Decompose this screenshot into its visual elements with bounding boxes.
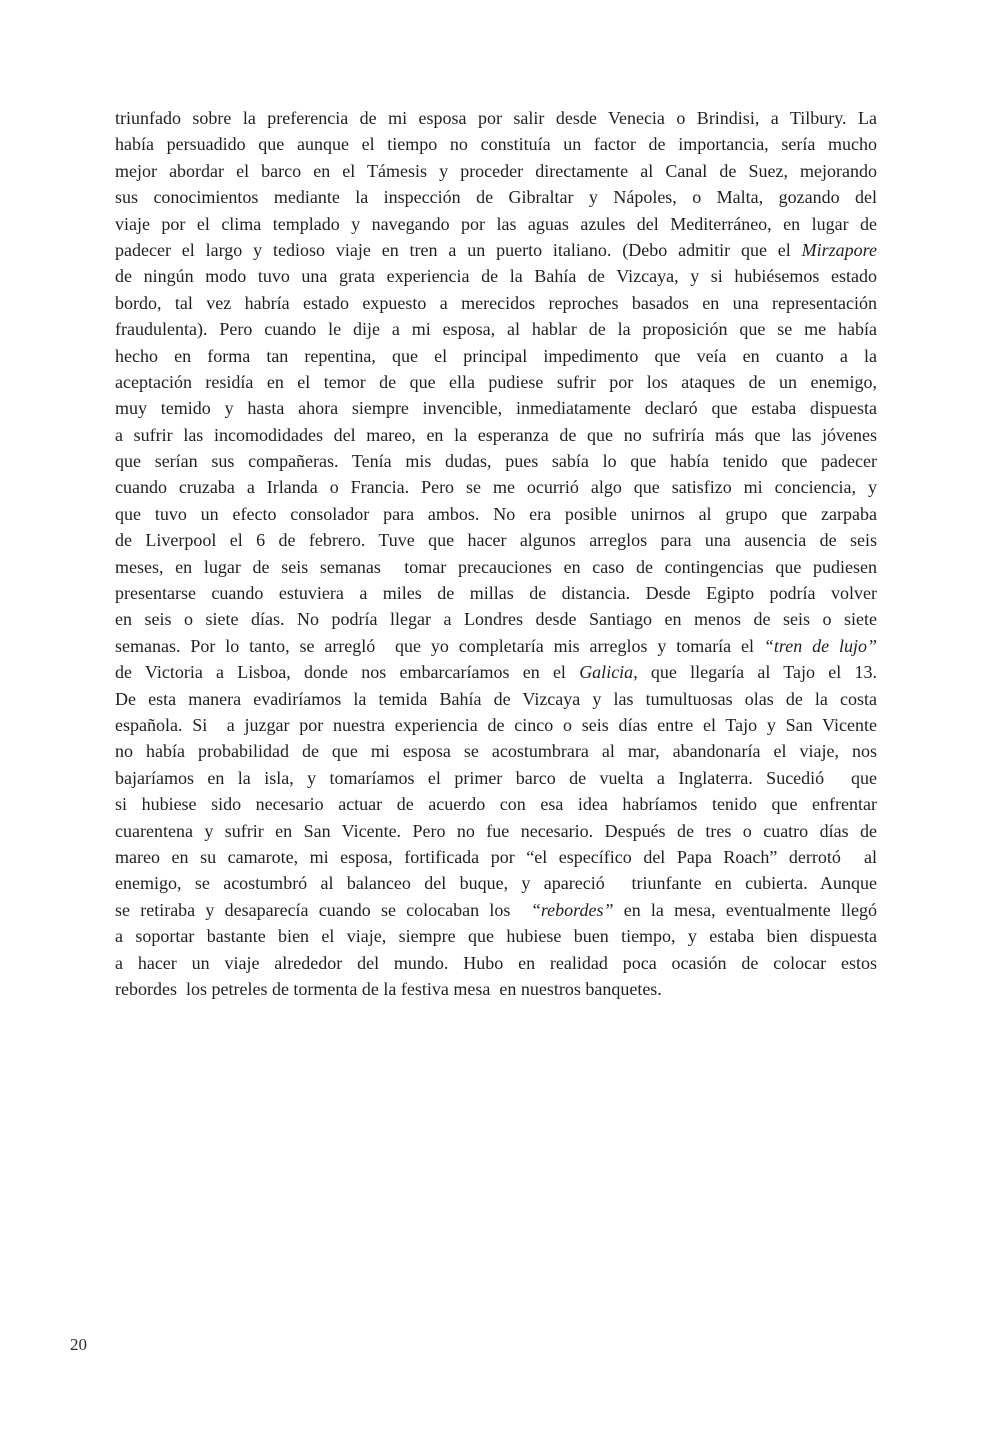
paragraph-line [115, 395, 877, 421]
paragraph-line [115, 158, 877, 184]
text-run: sus conocimientos mediante la inspección de Gibraltar y Nápoles, o Malta, gozando del [115, 187, 877, 208]
paragraph-line [115, 686, 877, 712]
text-run: mareo en su camarote, mi esposa, fortificada por “el específico del Papa Roach” derrotó al [115, 846, 877, 867]
paragraph [115, 105, 877, 1002]
text-run: cuando cruzaba a Irlanda o Francia. Pero se me ocurrió algo que satisfizo mi conciencia, y [115, 477, 877, 498]
text-run: que tuvo un efecto consolador para ambos. No era posible unirnos al grupo que zarpaba [115, 503, 877, 524]
italic-text-run: “tren de lujo” [763, 635, 878, 656]
text-run: De esta manera evadiríamos la temida Bahía de Vizcaya y las tumultuosas olas de la costa [115, 688, 877, 709]
text-run: , que llegaría al Tajo el 13. [633, 662, 878, 683]
text-run: no había probabilidad de que mi esposa se acostumbrara al mar, abandonaría el viaje, nos [115, 741, 877, 762]
italic-text-run: “rebordes” [530, 899, 614, 920]
paragraph-line [115, 474, 877, 500]
page-number: 20 [70, 1335, 87, 1354]
text-run: bordo, tal vez habría estado expuesto a merecidos reproches basados en una representación [115, 292, 877, 313]
text-run: si hubiese sido necesario actuar de acuerdo con esa idea habríamos tenido que enfrentar [115, 794, 877, 815]
text-run: padecer el largo y tedioso viaje en tren a un puerto italiano. (Debo admitir que el [115, 239, 802, 260]
text-run: española. Si a juzgar por nuestra experiencia de cinco o seis días entre el Tajo y San Vicente [115, 714, 877, 735]
text-run: de ningún modo tuvo una grata experiencia de la Bahía de Vizcaya, y si hubiésemos estado [115, 266, 877, 287]
text-run: semanas. Por lo tanto, se arregló que yo completaría mis arreglos y tomaría el [115, 635, 764, 656]
paragraph-line [115, 184, 877, 210]
paragraph-line [115, 316, 877, 342]
paragraph-line [115, 712, 877, 738]
paragraph-line [115, 870, 877, 896]
text-run: de Victoria a Lisboa, donde nos embarcaríamos en el [115, 662, 580, 683]
paragraph-line [115, 976, 877, 1002]
paragraph-line [115, 950, 877, 976]
paragraph-line [115, 131, 877, 157]
paragraph-line [115, 844, 877, 870]
text-run: viaje por el clima templado y navegando por las aguas azules del Mediterráneo, en lugar de [115, 213, 877, 234]
italic-text-run: Galicia [579, 662, 634, 683]
text-run: enemigo, se acostumbró al balanceo del buque, y apareció triunfante en cubierta. Aunque [115, 873, 877, 894]
paragraph-line [115, 923, 877, 949]
paragraph-line [115, 343, 877, 369]
paragraph-line [115, 237, 877, 263]
text-run: mejor abordar el barco en el Támesis y proceder directamente al Canal de Suez, mejorando [115, 160, 877, 181]
paragraph-line [115, 501, 877, 527]
text-run: triunfado sobre la preferencia de mi esposa por salir desde Venecia o Brindisi, a Tilbury. La [115, 108, 877, 128]
paragraph-line [115, 765, 877, 791]
paragraph-line [115, 211, 877, 237]
text-run: meses, en lugar de seis semanas tomar precauciones en caso de contingencias que pudiesen [115, 556, 877, 577]
paragraph-line [115, 738, 877, 764]
paragraph-line [115, 554, 877, 580]
text-run: bajaríamos en la isla, y tomaríamos el primer barco de vuelta a Inglaterra. Sucedió que [115, 767, 877, 788]
text-run: a sufrir las incomodidades del mareo, en la esperanza de que no sufriría más que las jóvenes [115, 424, 877, 445]
text-run: fraudulenta). Pero cuando le dije a mi esposa, al hablar de la proposición que se me había [115, 319, 877, 340]
paragraph-line [115, 369, 877, 395]
italic-text-run: Mirzapore [801, 239, 877, 260]
paragraph-line [115, 448, 877, 474]
paragraph-line [115, 527, 877, 553]
text-run: de Liverpool el 6 de febrero. Tuve que hacer algunos arreglos para una ausencia de seis [115, 530, 877, 551]
text-run: había persuadido que aunque el tiempo no constituía un factor de importancia, sería mucho [115, 134, 877, 155]
text-run: aceptación residía en el temor de que ella pudiese sufrir por los ataques de un enemigo, [115, 371, 877, 392]
paragraph-line [115, 659, 877, 685]
paragraph-line [115, 422, 877, 448]
text-run: cuarentena y sufrir en San Vicente. Pero no fue necesario. Después de tres o cuatro días de [115, 820, 877, 841]
paragraph-line [115, 818, 877, 844]
text-run: presentarse cuando estuviera a miles de millas de distancia. Desde Egipto podría volver [115, 583, 877, 604]
text-run: a soportar bastante bien el viaje, siempre que hubiese buen tiempo, y estaba bien dispuesta [115, 926, 877, 947]
text-run: en seis o siete días. No podría llegar a Londres desde Santiago en menos de seis o siete [115, 609, 877, 630]
paragraph-line [115, 633, 877, 659]
text-run: hecho en forma tan repentina, que el principal impedimento que veía en cuanto a la [115, 345, 877, 366]
text-run: que serían sus compañeras. Tenía mis dudas, pues sabía lo que había tenido que padecer [115, 451, 877, 472]
text-run: se retiraba y desaparecía cuando se colocaban los [115, 899, 531, 920]
paragraph-line [115, 263, 877, 289]
text-run: a hacer un viaje alrededor del mundo. Hubo en realidad poca ocasión de colocar estos [115, 952, 877, 973]
paragraph-line [115, 791, 877, 817]
paragraph-line [115, 105, 877, 131]
text-run: en la mesa, eventualmente llegó [613, 899, 878, 920]
paragraph-line [115, 606, 877, 632]
text-run: muy temido y hasta ahora siempre invencible, inmediatamente declaró que estaba dispuesta [115, 398, 877, 419]
paragraph-line [115, 290, 877, 316]
paragraph-line [115, 580, 877, 606]
text-run: rebordes los petreles de tormenta de la festiva mesa en nuestros banquetes. [115, 978, 662, 999]
paragraph-line [115, 897, 877, 923]
